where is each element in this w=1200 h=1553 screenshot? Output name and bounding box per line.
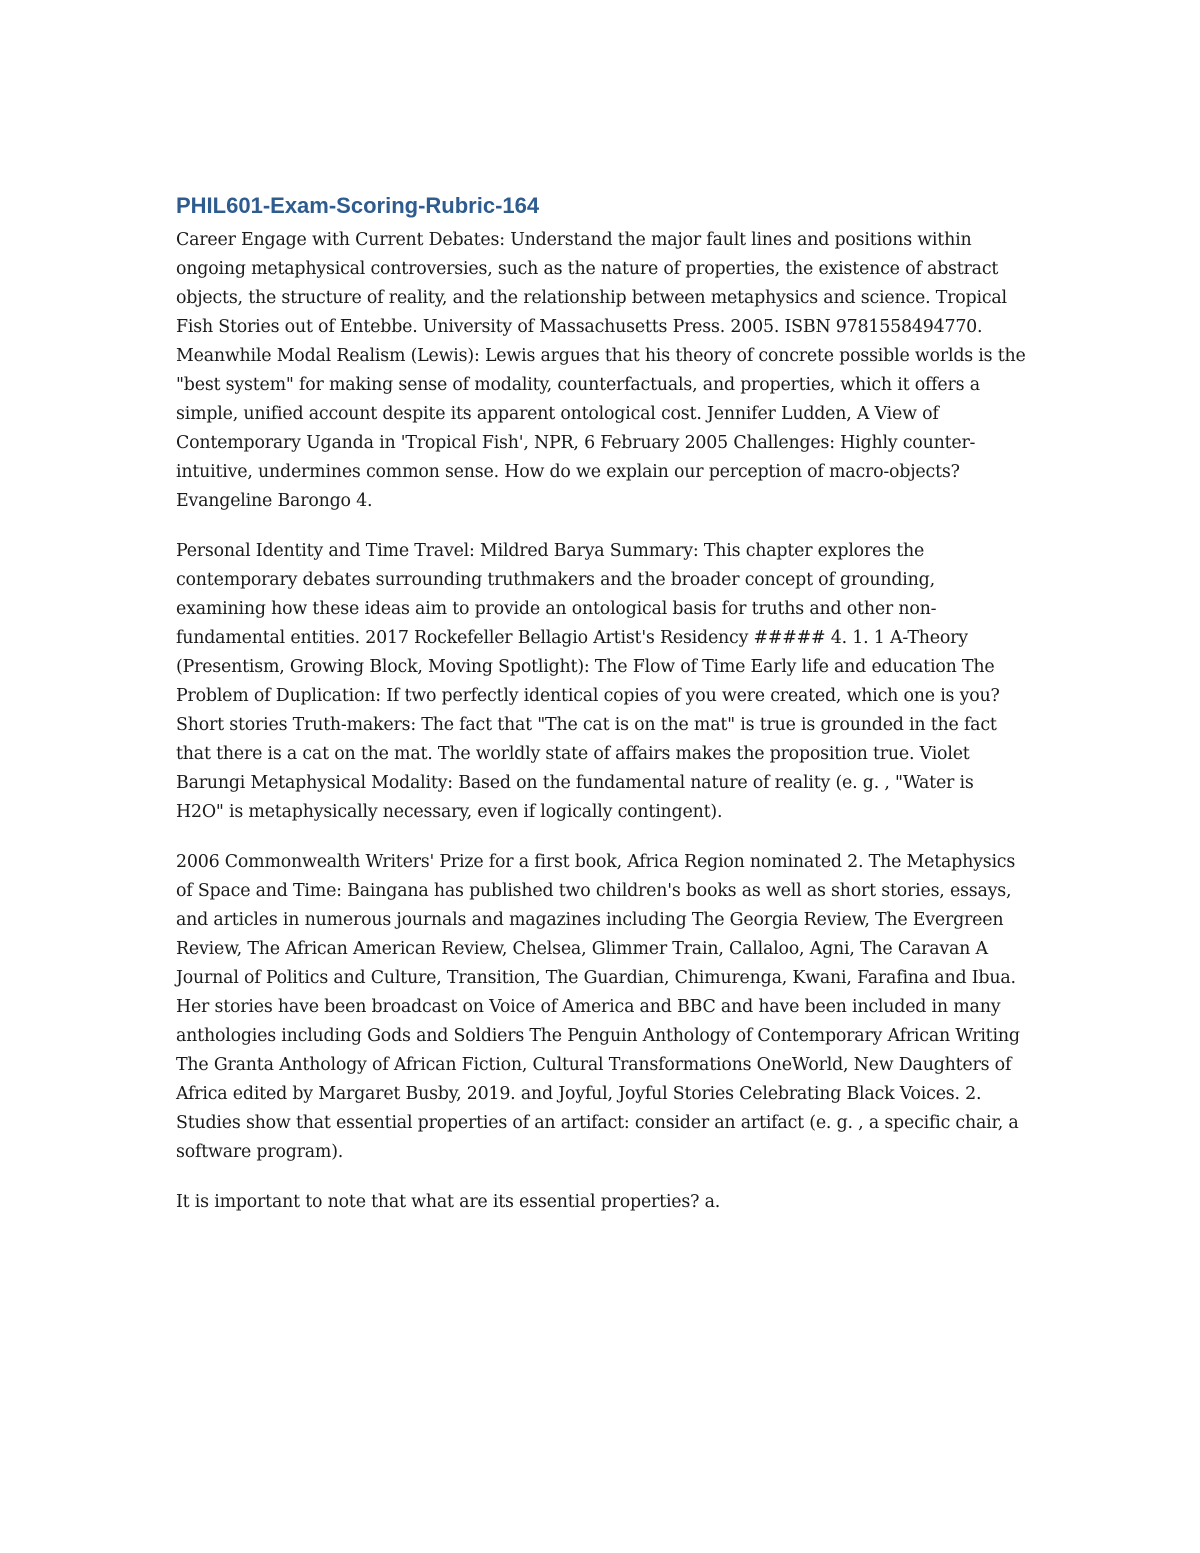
paragraph-1: Career Engage with Current Debates: Understand the major fault lines and positions within ongoing metaphysical controversies, such as the nature of properties, the existence of abstract objects, the structure of reality, and the relationship between metaphysics and science. Tropical Fish Stories out of Entebbe. University of Massachusetts Press. 2005. ISBN 9781558494770. Meanwhile Modal Realism (Lewis): Lewis argues that his theory of concrete possible worlds is the "best system" for making sense of modality, counterfactuals, and properties, which it offers a simple, unified account despite its apparent ontological cost. Jennifer Ludden, A View of Contemporary Uganda in 'Tropical Fish', NPR, 6 February 2005 Challenges: Highly counter-intuitive, undermines common sense. How do we explain our perception of macro-objects? Evangeline Barongo 4. — [176, 230, 1026, 511]
paragraph-3: 2006 Commonwealth Writers' Prize for a first book, Africa Region nominated 2. The Metaphysics of Space and Time: Baingana has published two children's books as well as short stories, essays, and articles in numerous journals and magazines including The Georgia Review, The Evergreen Review, The African American Review, Chelsea, Glimmer Train, Callaloo, Agni, The Caravan A Journal of Politics and Culture, Transition, The Guardian, Chimurenga, Kwani, Farafina and Ibua. Her stories have been broadcast on Voice of America and BBC and have been included in many anthologies including Gods and Soldiers The Penguin Anthology of Contemporary African Writing The Granta Anthology of African Fiction, Cultural Transformations OneWorld, New Daughters of Africa edited by Margaret Busby, 2019. and Joyful, Joyful Stories Celebrating Black Voices. 2. Studies show that essential properties of an artifact: consider an artifact (e. g. , a specific chair, a software program). — [176, 852, 1020, 1162]
paragraph-2: Personal Identity and Time Travel: Mildred Barya Summary: This chapter explores the contemporary debates surrounding truthmakers and the broader concept of grounding, examining how these ideas aim to provide an ontological basis for truths and other non-fundamental entities. 2017 Rockefeller Bellagio Artist's Residency ##### 4. 1. 1 A-Theory (Presentism, Growing Block, Moving Spotlight): The Flow of Time Early life and education The Problem of Duplication: If two perfectly identical copies of you were created, which one is you? Short stories Truth-makers: The fact that "The cat is on the mat" is true is grounded in the fact that there is a cat on the mat. The worldly state of affairs makes the proposition true. Violet Barungi Metaphysical Modality: Based on the fundamental nature of reality (e. g. , "Water is H2O" is metaphysically necessary, even if logically contingent). — [176, 541, 1000, 822]
document-title: PHIL601-Exam-Scoring-Rubric-164 — [176, 193, 540, 218]
document-body — [176, 190, 1026, 1238]
paragraph-4: It is important to note that what are its essential properties? a. — [176, 1192, 721, 1212]
